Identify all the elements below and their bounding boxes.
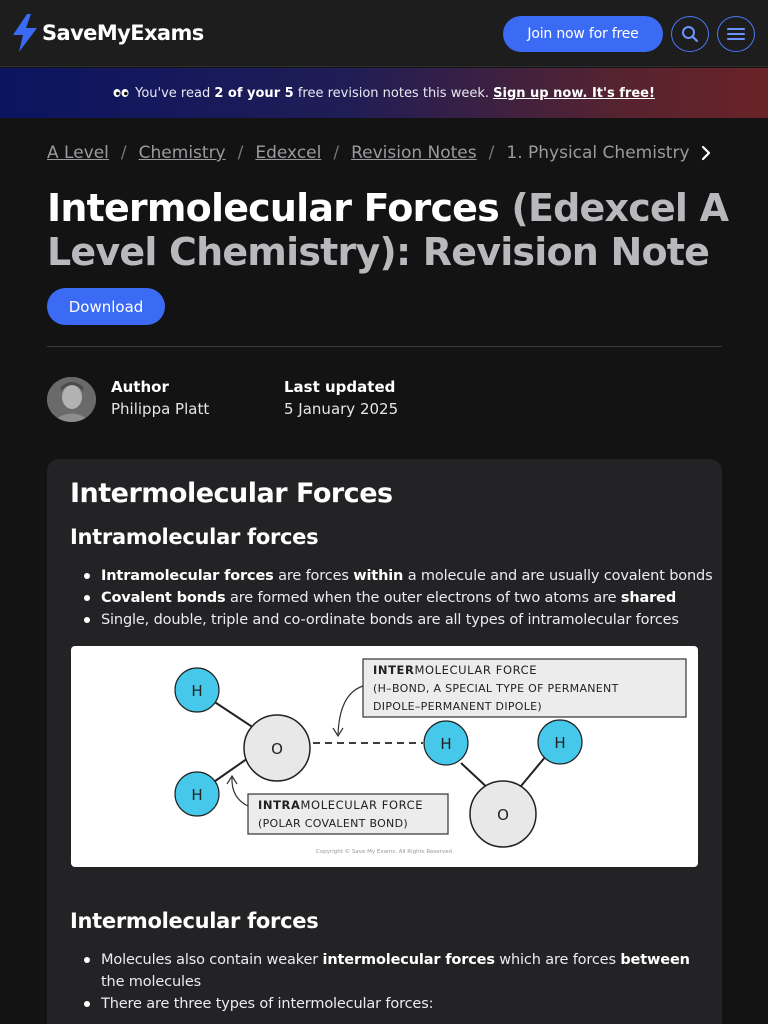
intermolecular-label-line3: DIPOLE–PERMANENT DIPOLE) [373,700,543,713]
intramolecular-list [101,565,713,631]
intermolecular-label-line1: INTERMOLECULAR FORCE [373,663,538,677]
search-button[interactable] [671,16,709,52]
hydrogen-label: H [191,682,203,700]
lightning-bolt-icon [12,14,38,52]
breadcrumb-edexcel[interactable]: Edexcel [255,143,322,163]
banner-suffix: free revision notes this week. [297,85,489,101]
logo-text: SaveMyExams [42,21,204,45]
intermolecular-label-line2: (H–BOND, A SPECIAL TYPE OF PERMANENT [373,682,619,695]
banner-count: 2 of your 5 [214,85,294,101]
breadcrumb-revision-notes[interactable]: Revision Notes [351,143,477,163]
free-notes-banner [0,68,768,118]
hydrogen-bond-illustration [71,646,698,867]
intramolecular-heading: Intramolecular forces [70,525,319,549]
list-item: Covalent bonds are formed when the outer electrons of two atoms are shared [101,587,713,609]
intermolecular-list [101,949,691,1015]
signup-link[interactable]: Sign up now. It's free! [493,85,655,101]
oxygen-label: O [271,740,283,758]
intramolecular-label-line1: INTRAMOLECULAR FORCE [258,798,424,812]
intramolecular-label-line2: (POLAR COVALENT BOND) [258,817,408,830]
last-updated-date: 5 January 2025 [284,400,399,418]
breadcrumb-separator: / [237,143,244,163]
covalent-bond [521,756,546,786]
breadcrumb-separator: / [488,143,495,163]
join-now-button[interactable]: Join now for free [503,16,663,52]
breadcrumb [47,141,707,165]
author-avatar [47,377,96,422]
site-logo[interactable] [12,14,204,52]
list-item: There are three types of intermolecular forces: [101,993,691,1015]
banner-prefix: You've read [135,85,211,101]
menu-button[interactable] [717,16,755,52]
download-button[interactable]: Download [47,288,165,325]
eyes-icon [113,88,129,98]
title-main: Intermolecular Forces [47,186,499,230]
breadcrumb-current[interactable]: 1. Physical Chemistry [506,143,690,163]
list-item: Single, double, triple and co-ordinate bonds are all types of intramolecular forces [101,609,713,631]
divider [47,346,722,347]
oxygen-label: O [497,806,509,824]
section-heading: Intermolecular Forces [70,478,393,509]
person-photo-icon [47,377,96,422]
water-forces-diagram [71,646,698,867]
page-title [47,186,737,274]
hydrogen-label: H [440,735,452,753]
arrow-icon [338,686,363,736]
hydrogen-label: H [554,734,566,752]
copyright-text: Copyright © Save My Exams. All Rights Reserved [316,849,452,855]
intermolecular-heading: Intermolecular forces [70,909,319,933]
list-item: Intramolecular forces are forces within a molecule and are usually covalent bonds [101,565,713,587]
breadcrumb-separator: / [120,143,127,163]
hamburger-menu-icon [727,27,745,41]
breadcrumb-chemistry[interactable]: Chemistry [138,143,226,163]
search-icon [681,25,699,43]
title-sub: (Edexcel A Level Chemistry): Revision Note [47,186,729,274]
breadcrumb-separator: / [333,143,340,163]
author-name[interactable]: Philippa Platt [111,400,210,418]
banner-text [135,86,655,101]
site-header [0,0,768,67]
list-item: Molecules also contain weaker intermolecular forces which are forces between the molecules [101,949,691,993]
breadcrumb-a-level[interactable]: A Level [47,143,109,163]
chevron-right-icon[interactable] [697,144,715,162]
hydrogen-label: H [191,786,203,804]
author-label: Author [111,378,169,396]
arrow-icon [232,777,248,806]
last-updated-label: Last updated [284,378,396,396]
